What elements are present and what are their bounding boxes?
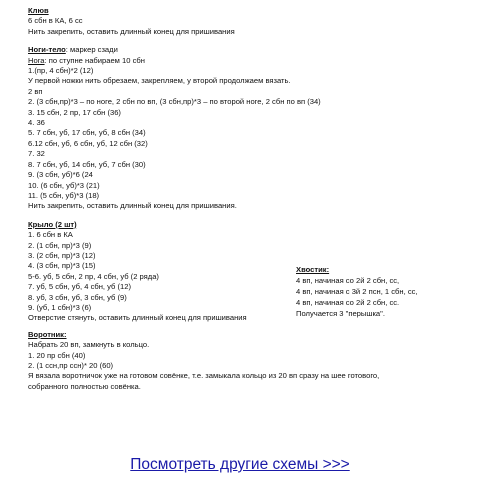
pattern-row: 4 вп, начиная с 3й 2 псн, 1 сбн, сс, [296, 287, 418, 296]
pattern-row: 9. (3 сбн, уб)*6 (24 [28, 170, 93, 180]
wing-heading: Крыло (2 шт) [28, 219, 77, 229]
leg-subheading: Нога [28, 55, 45, 65]
pattern-row: 7. 32 [28, 149, 45, 159]
legs-body-heading: Ноги-тело [28, 45, 66, 55]
beak-line: 6 сбн в КА, 6 сс [28, 16, 83, 26]
leg-subheading-text: : по ступне набираем 10 сбн [44, 55, 145, 65]
beak-heading: Клюв [28, 6, 49, 15]
collar-section [28, 330, 468, 392]
pattern-row: 5-6. уб, 5 сбн, 2 пр, 4 сбн, уб (2 ряда) [28, 271, 159, 281]
pattern-row: 9. (уб, 1 сбн)*3 (6) [28, 302, 92, 312]
beak-line: Нить закрепить, оставить длинный конец для пришивания [28, 26, 235, 36]
pattern-row: Получается 3 "перышка". [296, 309, 385, 318]
pattern-row: 3. (2 сбн, пр)*3 (12) [28, 250, 96, 260]
pattern-row: 6.12 сбн, уб, 6 сбн, уб, 12 сбн (32) [28, 138, 148, 148]
pattern-row: 8. уб, 3 сбн, уб, 3 сбн, уб (9) [28, 292, 127, 302]
pattern-row: 7. уб, 5 сбн, уб, 4 сбн, уб (12) [28, 282, 131, 292]
beak-section [28, 6, 468, 37]
pattern-row: Нить закрепить, оставить длинный конец для пришивания. [28, 201, 237, 211]
pattern-row: 8. 7 сбн, уб, 14 сбн, уб, 7 сбн (30) [28, 159, 146, 169]
legs-body-section [28, 45, 468, 212]
legs-body-heading-row [28, 45, 468, 55]
pattern-row: У первой ножки нить обрезаем, закрепляем, у второй продолжаем вязать. [28, 76, 291, 86]
pattern-row: 3. 15 сбн, 2 пр, 17 сбн (36) [28, 107, 121, 117]
more-patterns-link[interactable]: Посмотреть другие схемы >>> [130, 456, 350, 473]
pattern-row: 2. (1 сбн, пр)*3 (9) [28, 240, 92, 250]
pattern-row: собранного полностью совёнка. [28, 381, 141, 391]
legs-body-heading-note: : маркер сзади [65, 45, 118, 55]
leg-subheading-row [28, 56, 468, 66]
pattern-document [28, 6, 468, 392]
pattern-row: Набрать 20 вп, замкнуть в кольцо. [28, 340, 150, 350]
pattern-row: Я вязала воротничок уже на готовом совёнке, т.е. замыкала кольцо из 20 вп сразу на шее готового, [28, 371, 380, 381]
pattern-row: 4 вп, начиная со 2й 2 сбн, сс, [296, 276, 400, 285]
pattern-row: 5. 7 сбн, уб, 17 сбн, уб, 8 сбн (34) [28, 128, 146, 138]
pattern-row: 10. (6 сбн, уб)*3 (21) [28, 180, 100, 190]
pattern-row: 1. 20 пр сбн (40) [28, 350, 86, 360]
pattern-row: 2. (1 ссн,пр ссн)* 20 (60) [28, 361, 114, 370]
collar-heading: Воротник: [28, 329, 67, 339]
pattern-row: 4. (3 сбн, пр)*3 (15) [28, 261, 96, 271]
pattern-row: 4. 36 [28, 118, 45, 128]
pattern-row: 4 вп, начиная со 2й 2 сбн, сс. [296, 298, 400, 307]
pattern-row: Отверстие стянуть, оставить длинный конец для пришивания [28, 313, 247, 323]
tail-section [296, 264, 476, 319]
pattern-row: 11. (5 сбн, уб)*3 (18) [28, 190, 100, 200]
pattern-row: 1. 6 сбн в КА [28, 230, 73, 240]
tail-heading: Хвостик: [296, 265, 330, 274]
pattern-row: 2 вп [28, 86, 43, 96]
pattern-row: 1.(пр, 4 сбн)*2 (12) [28, 66, 94, 76]
pattern-row: 2. (3 сбн,пр)*3 – по ноге, 2 сбн по вп, (3 сбн,пр)*3 – по второй ноге, 2 сбн по вп (34) [28, 97, 321, 107]
